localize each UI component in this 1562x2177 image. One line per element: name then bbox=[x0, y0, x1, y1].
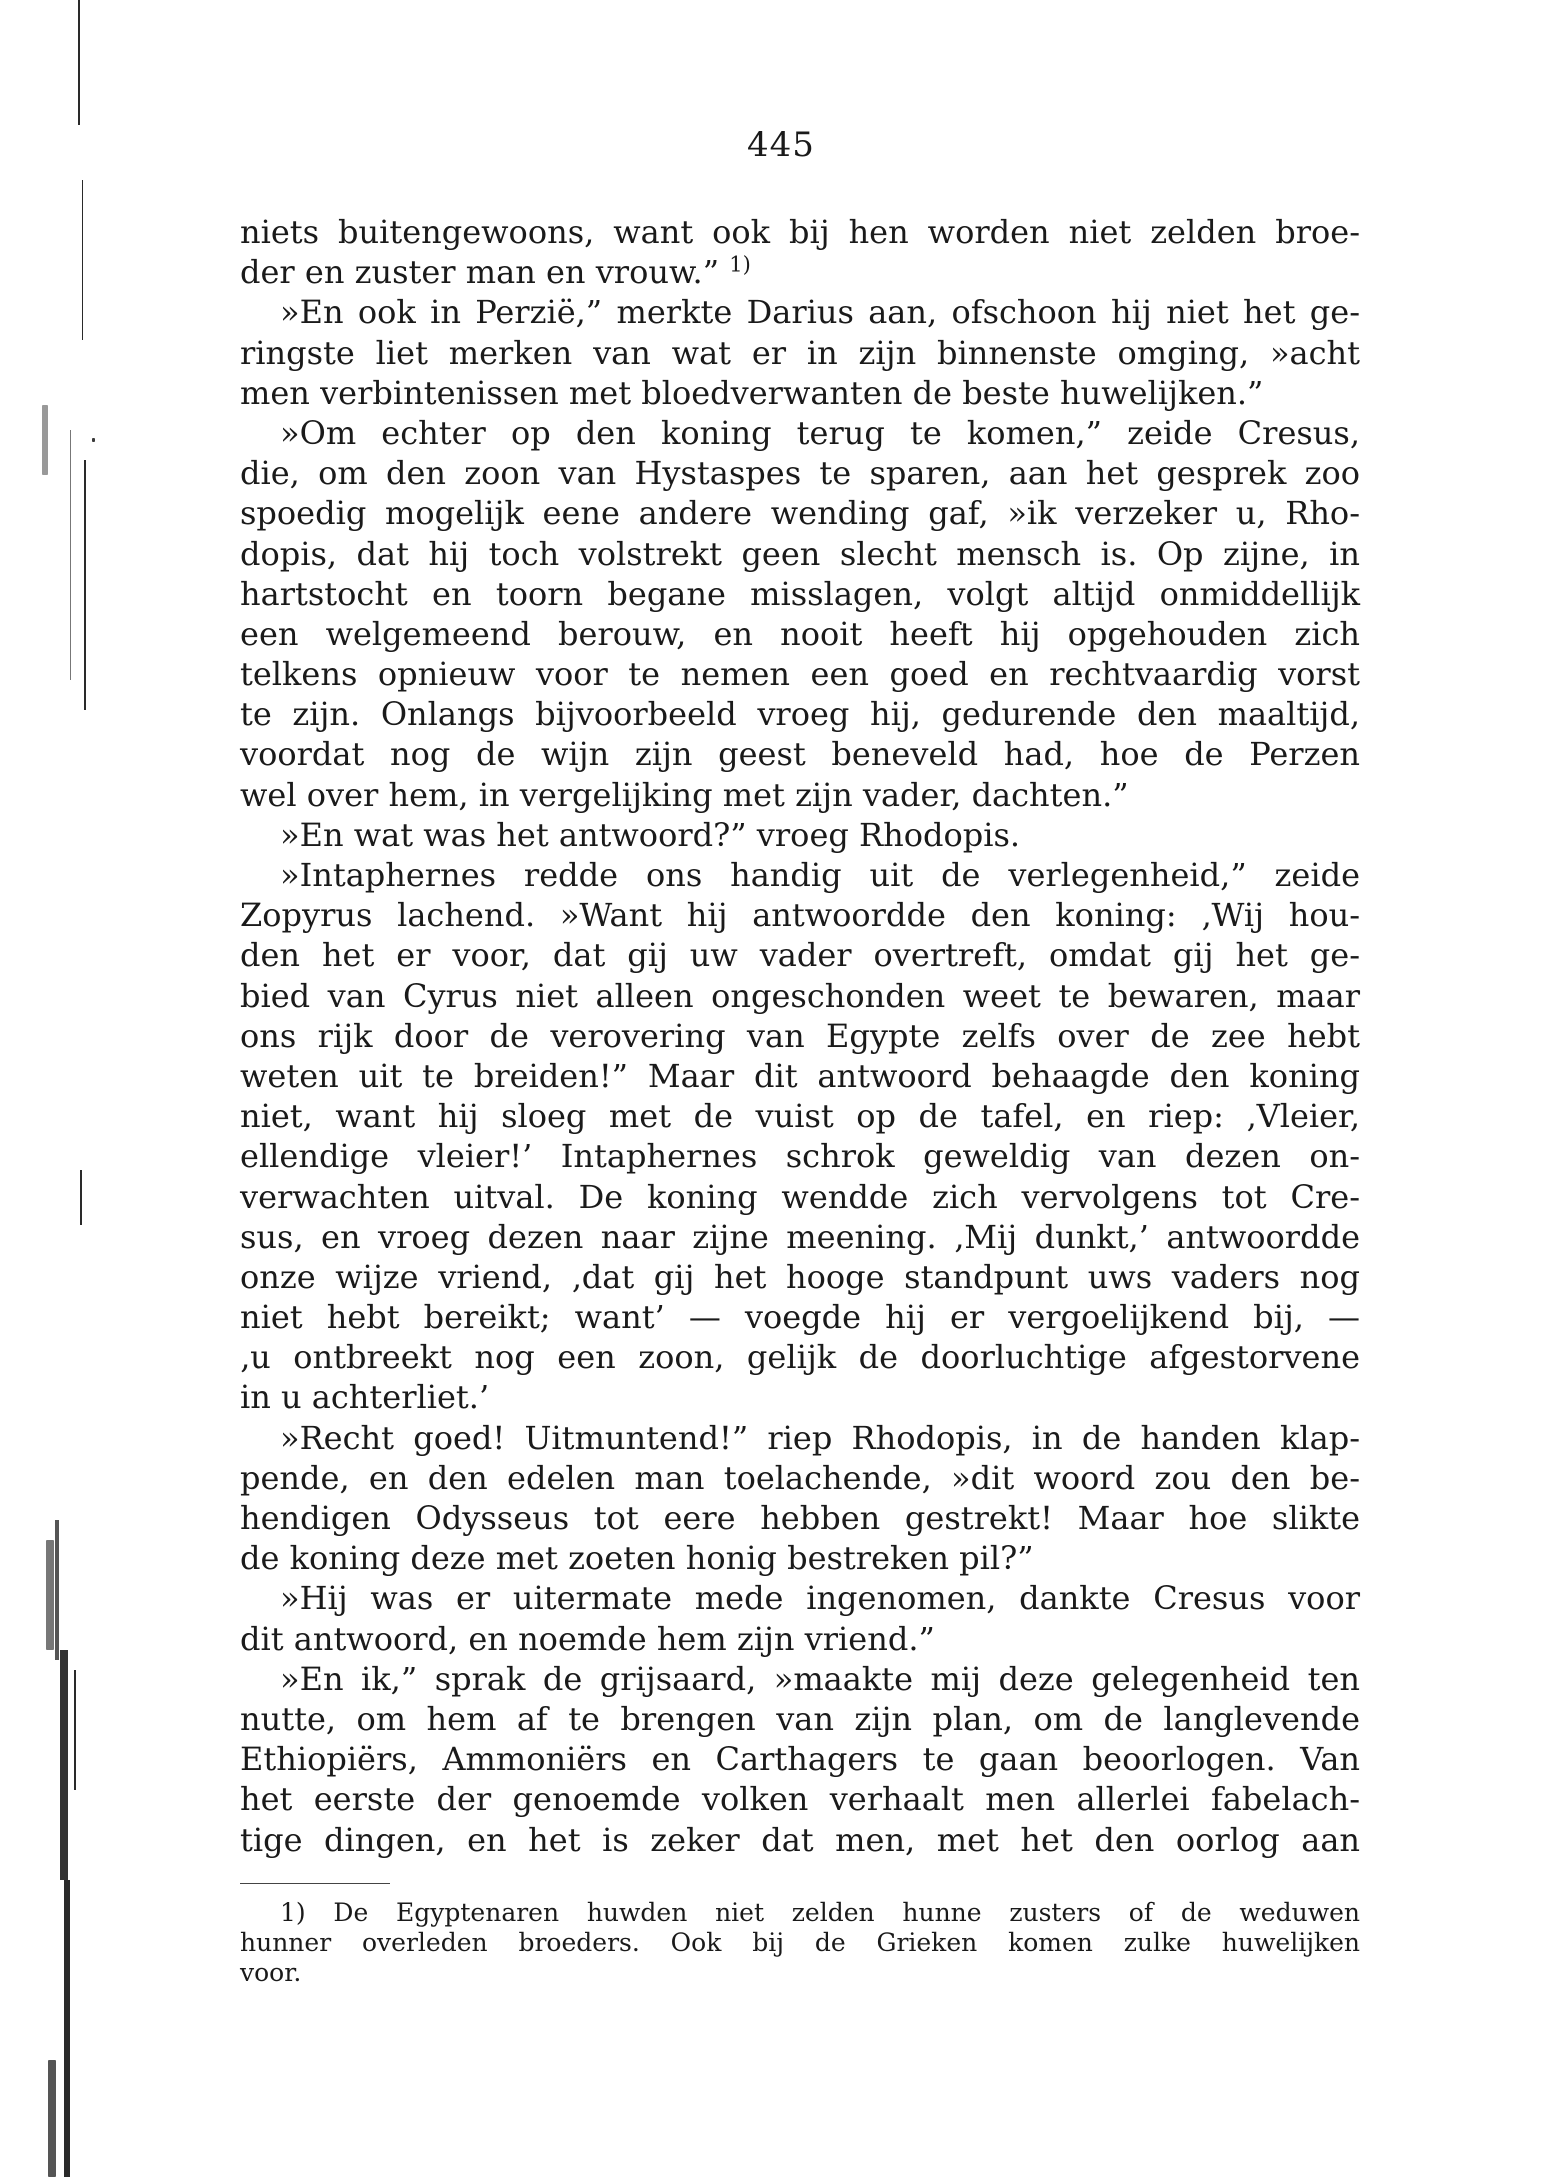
text-line: bied van Cyrus niet alleen ongeschonden weet te bewaren, maar bbox=[240, 976, 1360, 1015]
text-line: nutte, om hem af te brengen van zijn plan, om de langlevende bbox=[240, 1699, 1360, 1738]
footnote-reference: 1) bbox=[729, 252, 751, 277]
scan-edge-speck bbox=[92, 438, 95, 442]
text-line: pende, en den edelen man toelachende, »dit woord zou den be- bbox=[240, 1458, 1360, 1497]
scan-edge-speck bbox=[46, 1540, 54, 1650]
text-line: het eerste der genoemde volken verhaalt men allerlei fabelach- bbox=[240, 1780, 1360, 1819]
footnote-line: hunner overleden broeders. Ook bij de Grieken komen zulke huwelijken bbox=[240, 1928, 1360, 1957]
text-line: sus, en vroeg dezen naar zijne meening. ‚Mij dunkt,’ antwoordde bbox=[240, 1217, 1360, 1256]
text-line: tige dingen, en het is zeker dat men, met het den oorlog aan bbox=[240, 1820, 1360, 1859]
page-number: 445 bbox=[747, 125, 815, 165]
text-line: »En ik,” sprak de grijsaard, »maakte mij deze gelegenheid ten bbox=[280, 1659, 1360, 1698]
footnote-line: voor. bbox=[240, 1958, 302, 1987]
text-line: ‚u ontbreekt nog een zoon, gelijk de doorluchtige afgestorvene bbox=[240, 1338, 1360, 1377]
text-line: dit antwoord, en noemde hem zijn vriend.” bbox=[240, 1619, 935, 1658]
text-line: »Recht goed! Uitmuntend!” riep Rhodopis, in de handen klap- bbox=[280, 1418, 1360, 1457]
text-line: hartstocht en toorn begane misslagen, volgt altijd onmiddellijk bbox=[240, 574, 1360, 613]
text-line: den het er voor, dat gij uw vader overtreft, omdat gij het ge- bbox=[240, 936, 1360, 975]
scan-edge-line bbox=[84, 460, 86, 710]
text-line: »Hij was er uitermate mede ingenomen, dankte Cresus voor bbox=[280, 1579, 1360, 1618]
text-line: der en zuster man en vrouw.” bbox=[240, 253, 720, 292]
text-line: hendigen Odysseus tot eere hebben gestrekt! Maar hoe slikte bbox=[240, 1499, 1360, 1537]
scan-edge-line bbox=[74, 1670, 76, 1790]
text-line: dopis, dat hij toch volstrekt geen slecht mensch is. Op zijne, in bbox=[240, 534, 1360, 573]
text-line: telkens opnieuw voor te nemen een goed en rechtvaardig vorst bbox=[240, 655, 1360, 694]
text-line: ons rijk door de verovering van Egypte zelfs over de zee hebt bbox=[240, 1016, 1360, 1055]
text-line: spoedig mogelijk eene andere wending gaf, »ik verzeker u, Rho- bbox=[240, 494, 1360, 533]
scan-edge-speck bbox=[48, 2060, 56, 2177]
text-line: men verbintenissen met bloedverwanten de beste huwelijken.” bbox=[240, 373, 1264, 412]
text-line: een welgemeend berouw, en nooit heeft hij opgehouden zich bbox=[240, 614, 1360, 653]
text-line: wel over hem, in vergelijking met zijn vader, dachten.” bbox=[240, 775, 1129, 814]
scan-edge-line bbox=[60, 1650, 68, 1880]
scan-edge-line bbox=[78, 0, 80, 125]
text-line: »Om echter op den koning terug te komen,” zeide Cresus, bbox=[280, 413, 1360, 452]
scan-edge-line bbox=[55, 1520, 59, 1660]
footnote-line: 1) De Egyptenaren huwden niet zelden hunne zusters of de weduwen bbox=[280, 1898, 1360, 1927]
footnote-divider bbox=[240, 1883, 390, 1884]
text-line: »En ook in Perzië,” merkte Darius aan, ofschoon hij niet het ge- bbox=[280, 293, 1360, 332]
text-line: de koning deze met zoeten honig bestreken pil?” bbox=[240, 1539, 1034, 1578]
text-line: »En wat was het antwoord?” vroeg Rhodopis. bbox=[280, 815, 1021, 854]
scan-edge-speck bbox=[42, 405, 48, 475]
text-line: die, om den zoon van Hystaspes te sparen, aan het gesprek zoo bbox=[240, 454, 1360, 493]
scan-edge-line bbox=[82, 180, 83, 340]
text-line: weten uit te breiden!” Maar dit antwoord behaagde den koning bbox=[240, 1056, 1360, 1095]
text-line: onze wijze vriend, ‚dat gij het hooge standpunt uws vaders nog bbox=[240, 1257, 1360, 1296]
text-line: in u achterliet.’ bbox=[240, 1378, 490, 1417]
scan-edge-line bbox=[64, 1880, 70, 2177]
text-line: te zijn. Onlangs bijvoorbeeld vroeg hij, gedurende den maaltijd, bbox=[240, 695, 1360, 734]
scan-edge-shadow bbox=[0, 0, 70, 2177]
text-line: niets buitengewoons, want ook bij hen worden niet zelden broe- bbox=[240, 213, 1360, 251]
text-line: niet, want hij sloeg met de vuist op de tafel, en riep: ‚Vleier, bbox=[240, 1097, 1360, 1136]
text-line: niet hebt bereikt; want’ — voegde hij er vergoelijkend bij, — bbox=[240, 1298, 1360, 1337]
text-line: ringste liet merken van wat er in zijn binnenste omging, »acht bbox=[240, 333, 1360, 372]
scan-edge-line bbox=[80, 1170, 82, 1225]
text-line: Zopyrus lachend. »Want hij antwoordde den koning: ‚Wij hou- bbox=[240, 896, 1360, 935]
body-text bbox=[240, 212, 1360, 1860]
scan-edge-line bbox=[70, 430, 71, 680]
text-line: ellendige vleier!’ Intaphernes schrok geweldig van dezen on- bbox=[240, 1137, 1360, 1176]
text-line: Ethiopiërs, Ammoniërs en Carthagers te gaan beoorlogen. Van bbox=[240, 1740, 1360, 1779]
footnote bbox=[240, 1898, 1360, 1988]
text-line: »Intaphernes redde ons handig uit de verlegenheid,” zeide bbox=[280, 856, 1360, 894]
text-line-with-footnote-ref bbox=[240, 252, 1360, 292]
text-line: voordat nog de wijn zijn geest beneveld had, hoe de Perzen bbox=[240, 735, 1360, 774]
text-line: verwachten uitval. De koning wendde zich vervolgens tot Cre- bbox=[240, 1177, 1360, 1216]
